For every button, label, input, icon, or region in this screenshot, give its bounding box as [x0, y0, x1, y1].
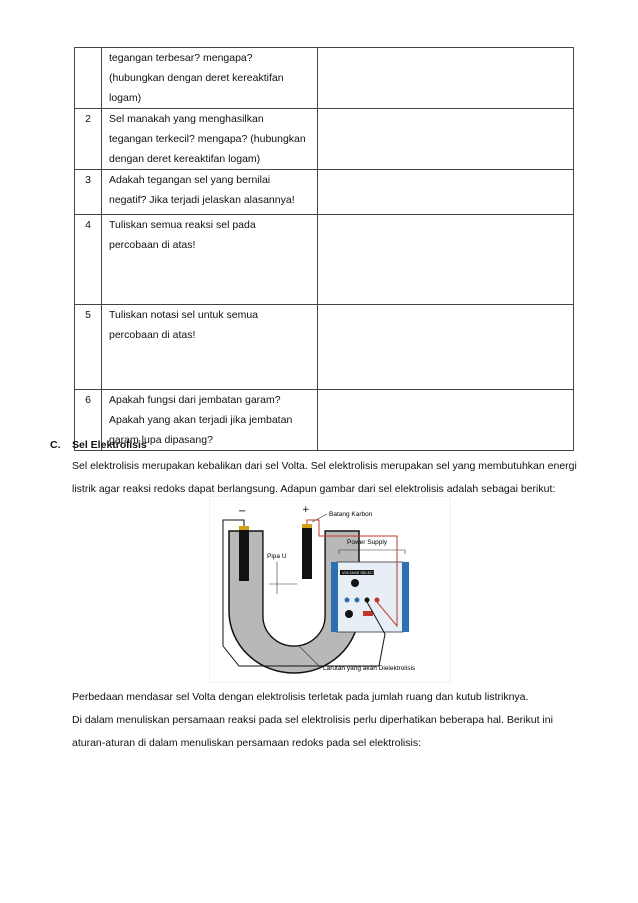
question-line: Adakah tegangan sel yang bernilai: [109, 174, 271, 186]
answer-cell[interactable]: [318, 390, 574, 451]
voltage-knob: [351, 579, 359, 587]
question-line: tegangan terkecil? mengapa? (hubungkan: [109, 133, 306, 145]
electrolysis-diagram: [209, 496, 451, 683]
answer-cell[interactable]: [318, 109, 574, 170]
power-indicator: [363, 611, 373, 616]
question-line: Tuliskan notasi sel untuk semua: [109, 309, 259, 321]
question-text: [102, 109, 318, 170]
section-heading: [50, 439, 147, 451]
question-text: [102, 215, 318, 305]
answer-cell[interactable]: [318, 48, 574, 109]
question-number: [75, 48, 102, 109]
terminal-red: [375, 598, 380, 603]
answer-cell[interactable]: [318, 305, 574, 390]
power-side-left: [331, 562, 338, 632]
question-line: logam): [109, 92, 142, 104]
question-row: [75, 170, 574, 215]
intro-paragraph: [72, 455, 577, 501]
question-line: percobaan di atas!: [109, 239, 196, 251]
question-number: 5: [75, 305, 102, 390]
section-letter: C.: [50, 439, 61, 451]
question-number: 6: [75, 390, 102, 451]
question-text: [102, 305, 318, 390]
question-line: garam lupa dipasang?: [109, 434, 213, 446]
intro-line: Sel elektrolisis merupakan kebalikan dari sel Volta. Sel elektrolisis merupakan sel yang membutuhkan energi: [72, 460, 577, 472]
question-row: [75, 109, 574, 170]
question-row: [75, 48, 574, 109]
after-line: Di dalam menuliskan persamaan reaksi pada sel elektrolisis perlu diperhatikan beberapa hal. Berikut ini: [72, 714, 553, 726]
after-line: aturan-aturan di dalam menuliskan persamaan redoks pada sel elektrolisis:: [72, 737, 422, 749]
label-power: Power Supply: [347, 539, 388, 546]
question-line: Apakah fungsi dari jembatan garam?: [109, 394, 281, 406]
power-side-right: [402, 562, 409, 632]
section-title: Sel Elektrolisis: [72, 439, 147, 451]
terminal-blue-2: [355, 598, 360, 603]
question-number: 2: [75, 109, 102, 170]
electrode-positive: [302, 524, 312, 579]
question-line: Apakah yang akan terjadi jika jembatan: [109, 414, 293, 426]
label-batang: Batang Karbon: [329, 511, 373, 518]
question-row: [75, 305, 574, 390]
question-line: Tuliskan semua reaksi sel pada: [109, 219, 256, 231]
question-line: (hubungkan dengan deret kereaktifan: [109, 72, 284, 84]
question-row: [75, 390, 574, 451]
u-tube-inner: [263, 531, 325, 646]
after-line: Perbedaan mendasar sel Volta dengan elektrolisis terletak pada jumlah ruang dan kutub listriknya.: [72, 691, 529, 703]
terminal-blue-1: [345, 598, 350, 603]
after-paragraph: [72, 686, 553, 755]
question-line: Sel manakah yang menghasilkan: [109, 113, 264, 125]
label-larutan: Larutan yang akan Dielektrolisis: [323, 665, 416, 672]
intro-line: listrik agar reaksi redoks dapat berlangsung. Adapun gambar dari sel elektrolisis adalah sebagai berikut:: [72, 483, 556, 495]
question-table: [74, 47, 574, 451]
electrode-cap-neg: [239, 526, 249, 530]
question-line: tegangan terbesar? mengapa?: [109, 52, 253, 64]
label-voltage: VOLTAGE SELECT: [342, 571, 376, 575]
question-line: percobaan di atas!: [109, 329, 196, 341]
question-line: dengan deret kereaktifan logam): [109, 153, 261, 165]
question-row: [75, 215, 574, 305]
electrode-cap-pos: [302, 524, 312, 528]
answer-cell[interactable]: [318, 215, 574, 305]
electrode-negative: [239, 526, 249, 581]
electrolysis-figure: [209, 496, 451, 683]
answer-cell[interactable]: [318, 170, 574, 215]
question-text: [102, 170, 318, 215]
plus-sign: +: [302, 505, 310, 515]
minus-sign: −: [238, 506, 247, 517]
label-pipa: Pipa U: [267, 553, 287, 560]
question-line: negatif? Jika terjadi jelaskan alasannya!: [109, 194, 295, 206]
question-number: 3: [75, 170, 102, 215]
question-number: 4: [75, 215, 102, 305]
terminal-black: [365, 598, 370, 603]
question-text: [102, 48, 318, 109]
power-switch: [345, 610, 353, 618]
